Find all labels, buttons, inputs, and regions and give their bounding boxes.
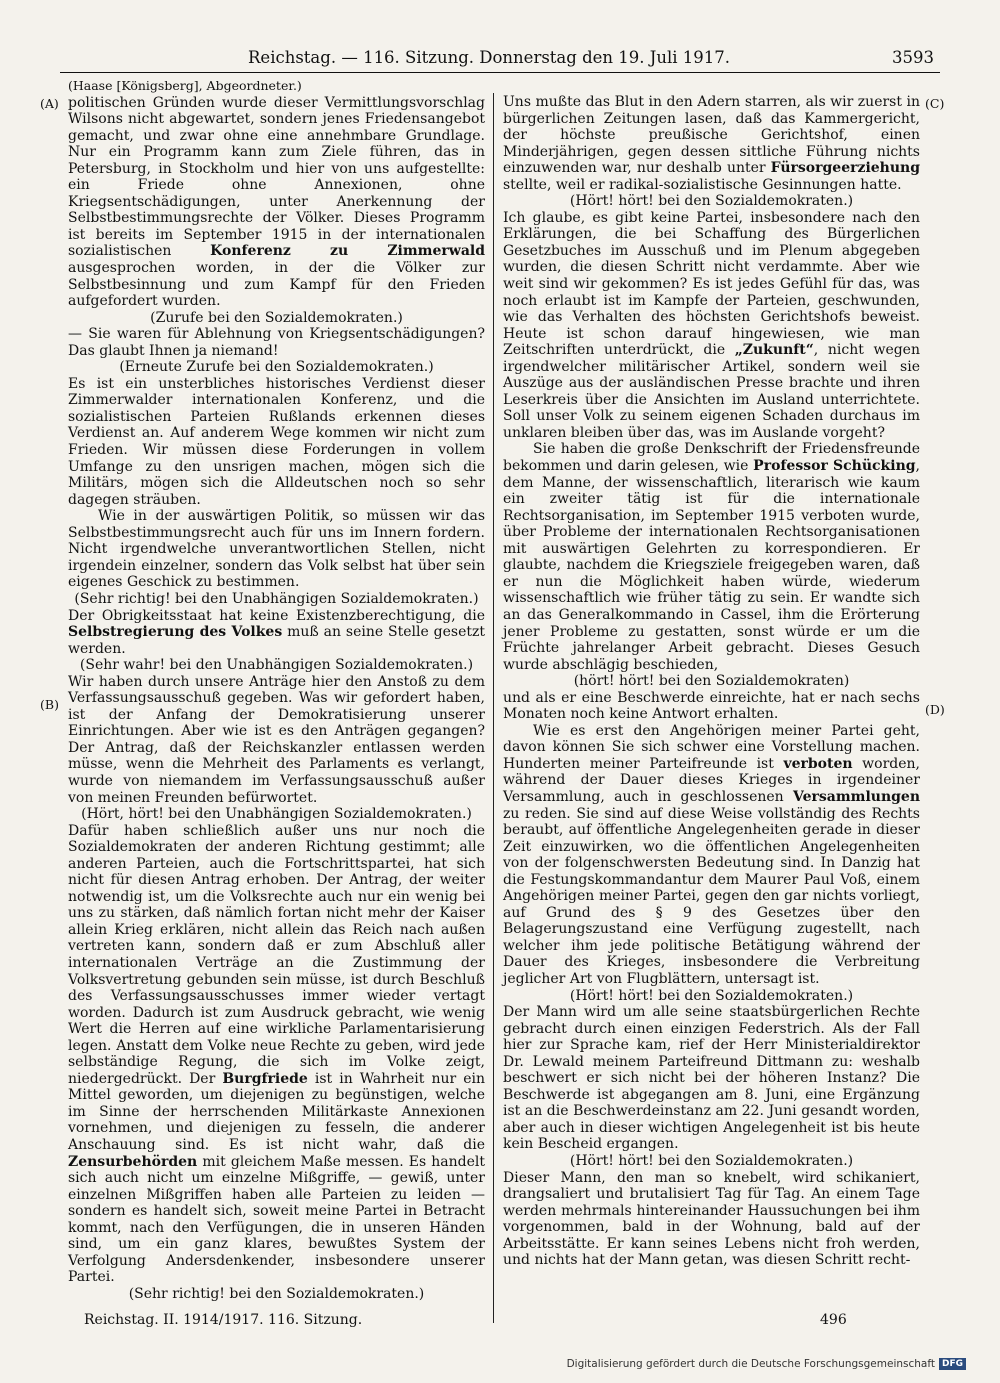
bold-term: Zensurbehörden <box>68 1153 198 1170</box>
header-title: Reichstag. — 116. Sitzung. Donnerstag den 19. Juli 1917. <box>248 48 731 67</box>
paragraph: Wie in der auswärtigen Politik, so müssen wir das Selbstbestimmungsrecht auch für uns im Innern fordern. Nicht irgendwelche unverantwortlichen Stellen, nicht irgendein einzelner, sondern das Volk selbst hat über sein eigenes Geschick zu bestimmen. <box>68 508 485 591</box>
interjection: (Hört, hört! bei den Unabhängigen Sozialdemokraten.) <box>81 806 472 823</box>
paragraph: — Sie waren für Ablehnung von Kriegsentschädigungen? Das glaubt Ihnen ja niemand! <box>68 326 485 359</box>
left-column <box>68 78 485 1302</box>
paragraph: Wir haben durch unsere Anträge hier den Anstoß zu dem Verfassungsausschuß gegeben. Was wir gefordert haben, ist der Anfang der Demokratisierung unserer Einrichtungen. Aber wie ist es den Anträgen gegangen? Der Antrag, daß der Reichskanzler entlassen werden müsse, wenn die Mehrheit des Parlaments es verlangt, wurde von niemandem im Verfassungsausschuß außer von meinen Freunden befürwortet. <box>68 673 485 806</box>
paragraph: politischen Gründen wurde dieser Vermittlungsvorschlag Wilsons nicht abgewartet, sondern jenes Friedensangebot gemacht, und zwar ohne eine annehmbare Grundlage. Nur ein Programm kann zum Ziele führen, das in Petersburg, in Stockholm und hier von uns aufgestellte: ein Friede ohne Annexionen, ohne Kriegsentschädigungen, unter Anerkennung der Selbstbestimmungsrechte der Völker. Dieses Programm ist bereits im September 1915 in der internationalen sozialistischen Konferenz zu Zimmerwald ausgesprochen worden, in der die Völker zur Selbstbesinnung und zum Kampf für den Frieden aufgefordert wurden. <box>68 94 486 310</box>
paragraph: Dieser Mann, den man so knebelt, wird schikaniert, drangsaliert und brutalisiert Tag für Tag. An einem Tage werden mehrmals hintereinander Haussuchungen bei ihm vorgenommen, bald in der Wohnung, bald auf der Arbeitsstätte. Er kann seines Lebens nicht froh werden, und nichts hat der Mann getan, was diesen Schritt recht- <box>503 1169 920 1269</box>
paragraph: Der Mann wird um alle seine staatsbürgerlichen Rechte gebracht durch einen einzigen Federstrich. Als der Fall hier zur Sprache kam, rief der Herr Ministerialdirektor Dr. Lewald meinem Parteifreund Dittmann zu: weshalb beschwert er sich nicht bei der höheren Instanz? Die Beschwerde ist abgegangen am 8. Juni, eine Ergänzung ist an die Beschwerdeinstanz am 22. Juni gesandt worden, aber auch in dieser wichtigen Angelegenheit ist bis heute kein Bescheid ergangen. <box>503 1004 920 1153</box>
interjection: (Hört! hört! bei den Sozialdemokraten.) <box>569 1153 854 1169</box>
paragraph: Dafür haben schließlich außer uns nur noch die Sozialdemokraten der anderen Richtung gestimmt; alle anderen Parteien, auch die Fortschrittspartei, hat sich nicht für diesen Antrag erhoben. Der Antrag, der weiter notwendig ist, um die Volksrechte auch nur ein wenig bei uns zu stärken, daß nämlich fortan nicht mehr der Kaiser allein Krieg erklären, nicht allein das Reich nach außen vertreten kann, sondern daß er zum Abschluß aller internationalen Verträge an die Zustimmung der Volksvertretung gebunden sein müsse, ist durch Beschluß des Verfassungsausschusses immer wieder vertagt worden. Dadurch ist zum Ausdruck gebracht, wie wenig Wert die Herren auf eine wirkliche Parlamentarisierung legen. Anstatt dem Volke neue Rechte zu geben, wird jede selbständige Regung, die sich im Volke zeigt, niedergedrückt. Der Burgfriede ist in Wahrheit nur ein Mittel geworden, um diejenigen zu begünstigen, welche im Sinne der herrschenden Militärkaste Annexionen vornehmen, und diejenigen zu fesseln, die anderer Anschauung sind. Es ist nicht wahr, daß die Zensurbehörden mit gleichem Maße messen. Es handelt sich auch nicht um einzelne Mißgriffe, — gewiß, unter einzelnen Mißgriffen haben alle Parteien zu leiden — sondern es handelt sich, soweit meine Partei in Betracht kommt, nach den Verfügungen, die in unseren Händen sind, um ein ganz klares, bewußtes System der Verfolgung Andersdenkender, insbesondere unserer Partei. <box>68 822 485 1286</box>
paragraph: Sie haben die große Denkschrift der Friedensfreunde bekommen und darin gelesen, wie Professor Schücking, dem Manne, der wissenschaftlich, literarisch wie kaum ein zweiter tätig ist für die internationale Rechtsorganisation, im September 1915 verboten wurde, über Probleme der internationalen Rechtsorganisationen mit auswärtigen Gelehrten zu korrespondieren. Er glaubte, nachdem die Kriegsziele freigegeben waren, daß er nun die Möglichkeit haben würde, wiederum wissenschaftlich wie früher tätig zu sein. Er wandte sich an das Generalkommando in Cassel, ihm die Erörterung jener Probleme zu gestatten, sonst würde er um die Früchte jahrelanger Arbeit gebracht. Dieses Gesuch wurde abschlägig beschieden, <box>503 441 920 673</box>
bold-term: Burgfriede <box>222 1070 308 1087</box>
margin-marker-a: (A) <box>40 96 59 111</box>
bold-term: Fürsorgeerziehung <box>770 160 920 177</box>
margin-marker-c: (C) <box>925 96 945 111</box>
footer-signature: Reichstag. II. 1914/1917. 116. Sitzung. <box>84 1312 363 1328</box>
digitization-credit <box>567 1358 966 1370</box>
bold-term: Konferenz zu Zimmerwald <box>210 243 486 260</box>
bold-term: Selbstregierung des Volkes <box>68 624 283 641</box>
right-column <box>503 94 920 1269</box>
margin-marker-b: (B) <box>40 697 59 712</box>
page-header <box>60 48 940 72</box>
bold-term: Professor Schücking <box>753 458 916 475</box>
interjection: (Sehr wahr! bei den Unabhängigen Sozialdemokraten.) <box>79 657 474 674</box>
column-rule <box>493 93 494 1323</box>
margin-marker-d: (D) <box>925 702 945 717</box>
interjection: (Sehr richtig! bei den Sozialdemokraten.) <box>128 1285 425 1302</box>
interjection: (Erneute Zurufe bei den Sozialdemokraten.) <box>119 359 434 376</box>
interjection: (Sehr richtig! bei den Unabhängigen Sozialdemokraten.) <box>74 590 479 607</box>
paragraph: und als er eine Beschwerde einreichte, hat er nach sechs Monaten noch keine Antwort erhalten. <box>503 689 920 723</box>
header-rule <box>60 72 940 73</box>
paragraph: Uns mußte das Blut in den Adern starren, als wir zuerst in bürgerlichen Zeitungen lasen, daß das Kammergericht, der höchste preußische Gerichtshof, einen Minderjährigen, gegen dessen sittliche Führung nichts einzuwenden war, nur deshalb unter Fürsorgeerziehung stellte, weil er radikal-sozialistische Gesinnungen hatte. <box>503 94 920 193</box>
paragraph: Es ist ein unsterbliches historisches Verdienst dieser Zimmerwalder internationalen Konferenz, und die sozialistischen Parteien Rußlands erkennen dieses Verdienst an. Auf anderem Wege kommen wir nicht zum Frieden. Wir müssen diese Forderungen in vollem Umfange zu den unsrigen machen, mögen sich die Militärs, mögen sich die Alldeutschen noch so sehr dagegen sträuben. <box>68 375 485 508</box>
paragraph: Der Obrigkeitsstaat hat keine Existenzberechtigung, die Selbstregierung des Volkes muß an seine Stelle gesetzt werden. <box>68 607 485 657</box>
interjection: (Hört! hört! bei den Sozialdemokraten.) <box>569 193 854 210</box>
footer-sheet-number: 496 <box>820 1312 847 1328</box>
bold-term: Versammlungen <box>793 788 920 805</box>
dfg-logo-icon: DFG <box>939 1358 966 1370</box>
bold-term: „Zukunft“ <box>734 342 814 359</box>
interjection: (Hört! hört! bei den Sozialdemokraten.) <box>569 987 854 1004</box>
interjection: (hört! hört! bei den Sozialdemokraten) <box>573 673 850 690</box>
speaker-line: (Haase [Königsberg], Abgeordneter.) <box>68 78 302 93</box>
paragraph: Wie es erst den Angehörigen meiner Partei geht, davon können Sie sich schwer eine Vorstellung machen. Hunderten meiner Parteifreunde ist verboten worden, während der Dauer dieses Krieges in irgendeiner Versammlung, auch in geschlossenen Versammlungen zu reden. Sie sind auf diese Weise vollständig des Rechts beraubt, auf öffentliche Angelegenheiten gerade in dieser Zeit einzuwirken, wo die öffentlichen Angelegenheiten von der folgenschwersten Bedeutung sind. In Danzig hat die Festungskommandantur dem Maurer Paul Voß, einem Angehörigen meiner Partei, gegen den gar nichts vorliegt, auf Grund des § 9 des Gesetzes über den Belagerungszustand eine Verfügung zugestellt, nach welcher ihm jede politische Betätigung während der Dauer des Krieges, insbesondere die Verbreitung jeglicher Art von Flugblättern, untersagt ist. <box>503 722 920 987</box>
digitization-text: Digitalisierung gefördert durch die Deutsche Forschungsgemeinschaft <box>566 1358 935 1370</box>
paragraph: Ich glaube, es gibt keine Partei, insbesondere nach den Erklärungen, die bei Schaffung des Bürgerlichen Gesetzbuches im Ausschuß und im Plenum abgegeben wurden, die diesen Schritt nicht verdammte. Aber wie weit sind wir gekommen? Es ist jedes Gefühl für das, was noch erlaubt ist im Kampfe der Parteien, geschwunden, wie das Verhalten des höchsten Gerichtshofs beweist. Heute ist schon darauf hingewiesen, wie man Zeitschriften unterdrückt, die „Zukunft“, nicht wegen irgendwelcher militärischer Artikel, sondern weil sie Auszüge aus der ausländischen Presse brachte und ihren Leserkreis über die Ansichten im Ausland unterrichtete. Soll unser Volk zu seinem eigenen Schaden durchaus im unklaren bleiben über das, was im Auslande vorgeht? <box>503 209 920 441</box>
interjection: (Zurufe bei den Sozialdemokraten.) <box>150 309 403 326</box>
bold-term: verboten <box>783 755 853 772</box>
page-number: 3593 <box>892 48 934 67</box>
